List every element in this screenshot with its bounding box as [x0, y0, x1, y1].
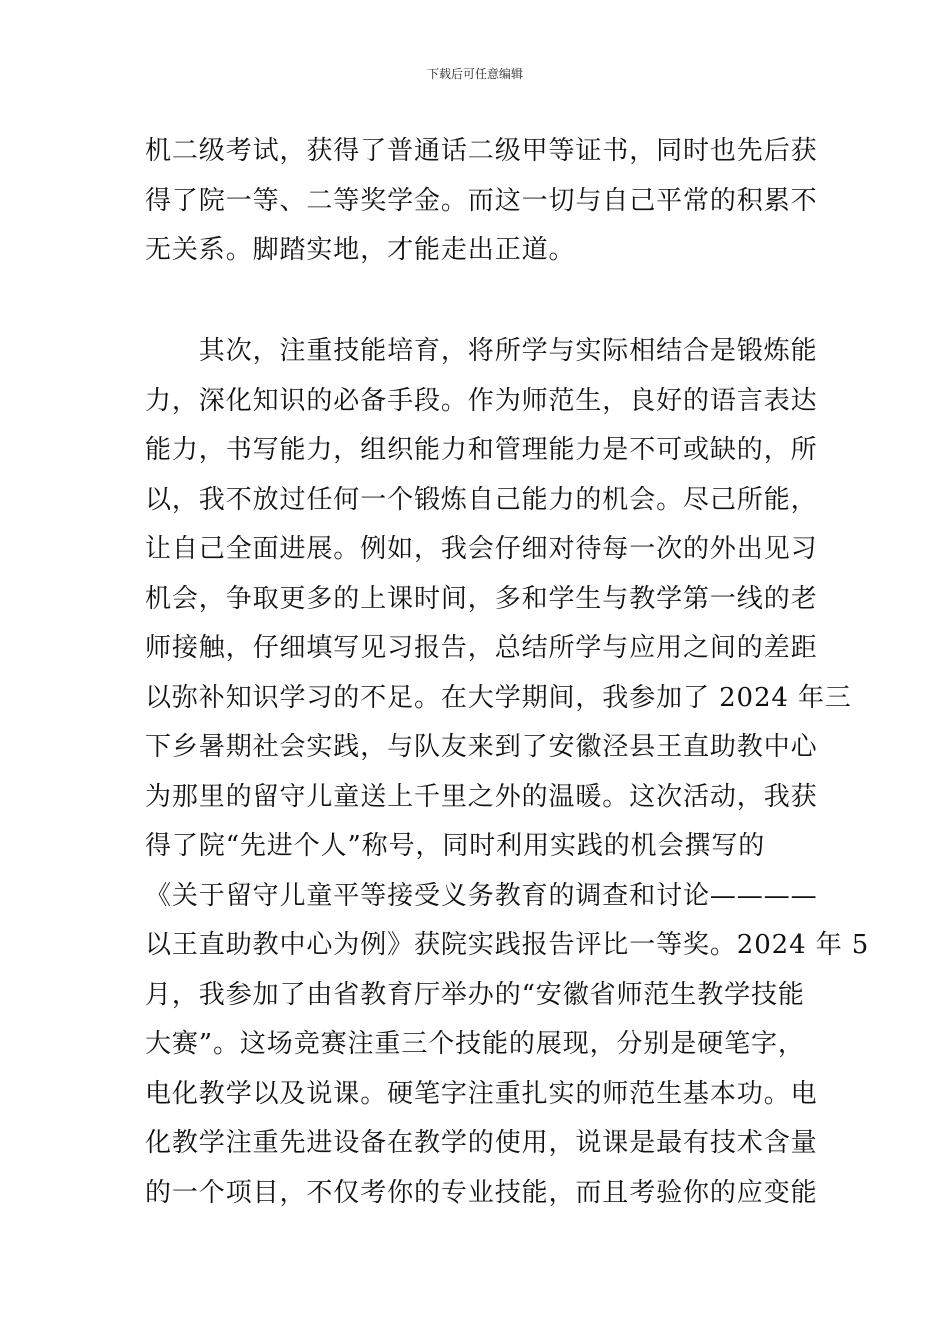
text-line: 无关系。脚踏实地，才能走出正道。: [145, 235, 576, 265]
page-header: 下载后可任意编辑: [426, 67, 523, 81]
text-line: 大赛”。这场竞赛注重三个技能的展现，分别是硬笔字，: [145, 1029, 805, 1059]
text-line: 让自己全面进展。例如，我会仔细对待每一次的外出见习: [145, 534, 818, 564]
text-line: 得了院一等、二等奖学金。而这一切与自己平常的积累不: [145, 185, 818, 216]
text-line: 以弥补知识学习的不足。在大学期间，我参加了 2024 年三: [145, 682, 852, 713]
text-line: 以王直助教中心为例》获院实践报告评比一等奖。2024 年 5: [145, 930, 870, 960]
text-line: 机二级考试，获得了普通话二级甲等证书，同时也先后获: [145, 136, 818, 166]
text-line: 的一个项目，不仅考你的专业技能，而且考验你的应变能: [145, 1177, 818, 1208]
text-line: 月，我参加了由省教育厅举办的“安徽省师范生教学技能: [145, 979, 805, 1010]
text-line: 师接触，仔细填写见习报告，总结所学与应用之间的差距: [145, 633, 818, 663]
paragraph-2: [145, 327, 870, 1218]
text-line: 以，我不放过任何一个锻炼自己能力的机会。尽己所能，: [145, 484, 818, 515]
text-line: 电化教学以及说课。硬笔字注重扎实的师范生基本功。电: [145, 1078, 818, 1109]
text-line: 机会，争取更多的上课时间，多和学生与教学第一线的老: [145, 583, 818, 614]
text-line: 能力，书写能力，组织能力和管理能力是不可或缺的，所: [145, 435, 818, 465]
text-line: 化教学注重先进设备在教学的使用，说课是最有技术含量: [145, 1128, 818, 1158]
paragraph-1: [145, 127, 818, 276]
text-line: 得了院“先进个人”称号，同时利用实践的机会撰写的: [145, 831, 766, 861]
text-line: 力，深化知识的必备手段。作为师范生，良好的语言表达: [145, 385, 818, 416]
text-line: 为那里的留守儿童送上千里之外的温暖。这次活动，我获: [145, 781, 818, 812]
text-line: 其次，注重技能培育，将所学与实际相结合是锻炼能: [145, 336, 818, 366]
text-line: 《关于留守儿童平等接受义务教育的调查和讨论————: [145, 880, 818, 911]
text-line: 下乡暑期社会实践，与队友来到了安徽泾县王直助教中心: [145, 732, 818, 762]
